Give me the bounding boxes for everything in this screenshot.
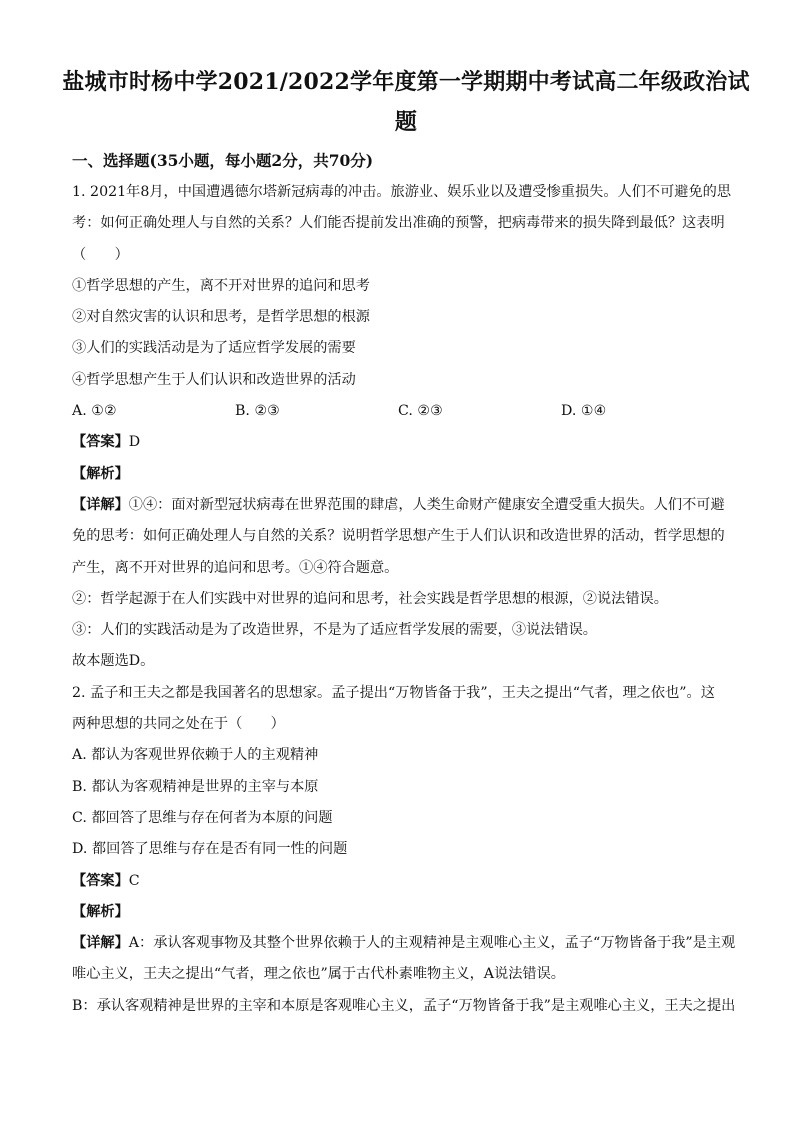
title-line-2: 题: [394, 109, 418, 135]
q1-item-1: ①哲学思想的产生，离不开对世界的追问和思考: [72, 277, 370, 294]
q2-answer-value: C: [128, 872, 140, 889]
q1-analysis: [72, 459, 750, 490]
q1-answer: [72, 427, 750, 458]
q1-option-c: C. ②③: [398, 403, 443, 420]
q1-detail-text-1: ①④：面对新型冠状病毒在世界范围的肆虐，人类生命财产健康安全遭受重大损失。人们不可避: [128, 496, 725, 513]
q1-item-4: ④哲学思想产生于人们认识和改造世界的活动: [72, 371, 356, 388]
q1-option-a: A. ①②: [72, 403, 117, 420]
q1-detail-line-2: 免的思考：如何正确处理人与自然的关系？说明哲学思想产生于人们认识和改造世界的活动，哲学思想的: [72, 528, 725, 545]
q2-answer-label: 【答案】: [72, 872, 129, 889]
q1-item-3: ③人们的实践活动是为了适应哲学发展的需要: [72, 340, 356, 357]
q1-option-d: D. ①④: [561, 403, 607, 420]
q2-detail-line-3: B：承认客观精神是世界的主宰和本原是客观唯心主义，孟子“万物皆备于我”是主观唯心主义，王夫之提出: [72, 997, 736, 1014]
q2-analysis: [72, 897, 750, 928]
q1-detail-label: 【详解】: [72, 496, 129, 513]
q1-detail-line-3: 产生，离不开对世界的追问和思考。①④符合题意。: [72, 559, 399, 576]
question-2: [72, 678, 750, 1022]
q2-analysis-label: 【解析】: [72, 903, 129, 920]
q2-detail-label: 【详解】: [72, 935, 129, 952]
q2-stem-line-2: 两种思想的共同之处在于（ ）: [72, 716, 285, 733]
q2-detail-line-2: 唯心主义，王夫之提出“气者，理之依也”属于古代朴素唯物主义，A说法错误。: [72, 966, 565, 983]
q1-detail-line-5: ③：人们的实践活动是为了改造世界，不是为了适应哲学发展的需要，③说法错误。: [72, 622, 597, 639]
q1-answer-value: D: [128, 434, 141, 451]
document-title: [62, 62, 750, 142]
q1-stem-line-2: 考：如何正确处理人与自然的关系？人们能否提前发出准确的预警，把病毒带来的损失降到最低？这表明: [72, 215, 725, 232]
section-heading: 一、选择题(35小题，每小题2分，共70分): [72, 151, 374, 170]
q1-option-b: B. ②③: [235, 403, 280, 420]
q2-option-c: C. 都回答了思维与存在何者为本原的问题: [72, 809, 333, 826]
q2-option-d: D. 都回答了思维与存在是否有同一性的问题: [72, 841, 348, 858]
q2-detail-line-1: [72, 928, 750, 959]
title-line-1: 盐城市时杨中学2021/2022学年度第一学期期中考试高二年级政治试: [62, 69, 750, 95]
q1-stem-line-3: （ ）: [72, 246, 129, 263]
question-1: [72, 177, 750, 678]
q1-detail-line-4: ②：哲学起源于在人们实践中对世界的追问和思考，社会实践是哲学思想的根源，②说法错误。: [72, 590, 668, 607]
q2-option-a: A. 都认为客观世界依赖于人的主观精神: [72, 747, 319, 764]
q1-answer-label: 【答案】: [72, 434, 129, 451]
q1-stem-line-1: 1. 2021年8月，中国遭遇德尔塔新冠病毒的冲击。旅游业、娱乐业以及遭受惨重损失。人们不可避免的思: [72, 184, 732, 200]
q2-option-b: B. 都认为客观精神是世界的主宰与本原: [72, 778, 319, 795]
q2-stem-line-1: 2. 孟子和王夫之都是我国著名的思想家。孟子提出“万物皆备于我”，王夫之提出“气者，理之依也”。这: [72, 684, 715, 701]
q1-options: [72, 396, 750, 427]
q1-analysis-label: 【解析】: [72, 465, 129, 482]
q2-answer: [72, 866, 750, 897]
q2-detail-text-1: A：承认客观事物及其整个世界依赖于人的主观精神是主观唯心主义，孟子“万物皆备于我”是主观: [128, 935, 736, 952]
q1-item-2: ②对自然灾害的认识和思考，是哲学思想的根源: [72, 309, 370, 326]
q1-conclusion: 故本题选D。: [72, 653, 155, 670]
q1-detail-line-1: [72, 490, 750, 521]
